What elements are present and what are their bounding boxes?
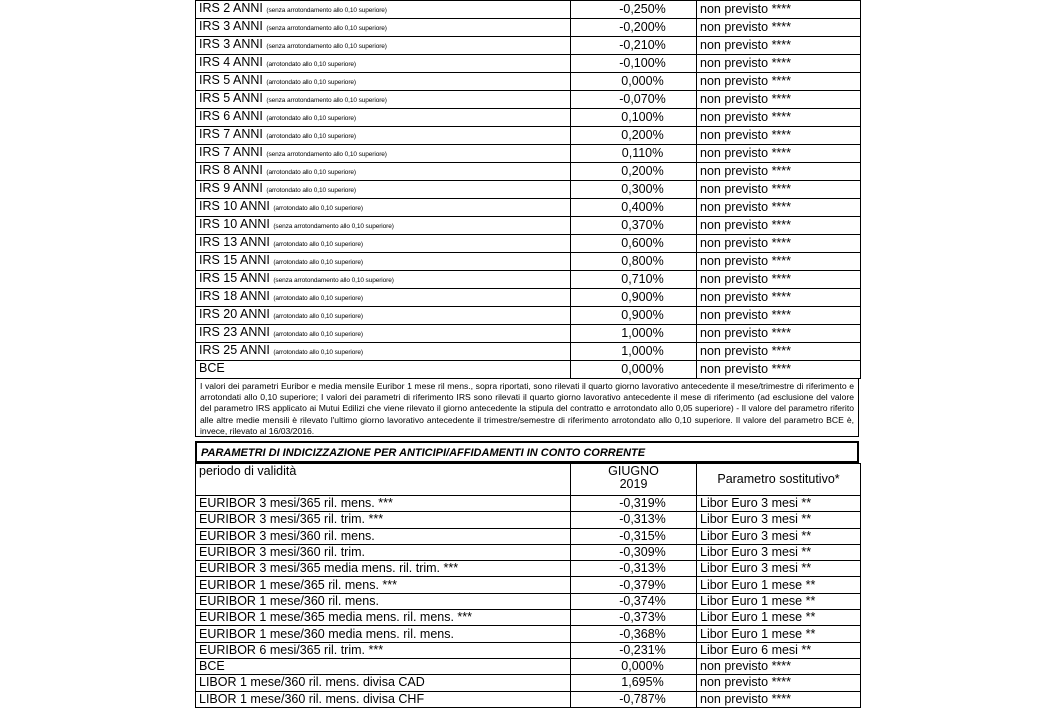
substitute-parameter: Libor Euro 1 mese ** — [697, 593, 861, 609]
rate-value: 0,110% — [621, 146, 664, 160]
rate-value: 0,900% — [621, 290, 664, 304]
parameter-name: IRS 5 ANNI — [199, 73, 263, 87]
rate-value: -0,309% — [619, 545, 666, 560]
parameter-name: IRS 15 ANNI — [199, 253, 270, 267]
table-row — [196, 91, 861, 109]
table-row — [196, 512, 861, 528]
value-cell — [571, 217, 697, 235]
parameter-name: EURIBOR 1 mese/365 ril. mens. *** — [196, 577, 571, 593]
value-cell — [571, 642, 697, 658]
value-cell — [571, 127, 697, 145]
rate-value: -0,313% — [619, 561, 666, 576]
substitute-parameter: non previsto **** — [697, 73, 861, 91]
rate-value: 0,200% — [621, 128, 664, 142]
parameter-cell — [196, 1, 571, 19]
parameter-name: IRS 23 ANNI — [199, 325, 270, 339]
table-row — [196, 55, 861, 73]
parameter-cell — [196, 307, 571, 325]
parameter-cell — [196, 235, 571, 253]
rounding-note: (arrotondato allo 0,10 superiore) — [273, 241, 363, 248]
parameter-name: IRS 6 ANNI — [199, 109, 263, 123]
substitute-parameter: non previsto **** — [697, 181, 861, 199]
substitute-parameter: non previsto **** — [697, 675, 861, 691]
substitute-parameter: non previsto **** — [697, 19, 861, 37]
rate-value: 1,000% — [621, 326, 664, 340]
value-cell — [571, 37, 697, 55]
parameter-name: IRS 18 ANNI — [199, 289, 270, 303]
parameter-cell — [196, 361, 571, 379]
rate-value: -0,379% — [619, 577, 666, 592]
value-cell — [571, 73, 697, 91]
substitute-parameter: non previsto **** — [697, 253, 861, 271]
table-row — [196, 642, 861, 658]
parameter-name: BCE — [199, 361, 225, 375]
rate-value: -0,374% — [619, 593, 666, 608]
parameter-name: IRS 13 ANNI — [199, 235, 270, 249]
rounding-note: (arrotondato allo 0,10 superiore) — [273, 349, 363, 356]
rounding-note: (senza arrotondamento allo 0,10 superiore) — [266, 97, 387, 104]
parameter-name: IRS 7 ANNI — [199, 145, 263, 159]
parameter-name: IRS 4 ANNI — [199, 55, 263, 69]
rate-value: 0,300% — [621, 182, 664, 196]
table-row — [196, 109, 861, 127]
rounding-note: (arrotondato allo 0,10 superiore) — [266, 61, 356, 68]
rounding-note: (arrotondato allo 0,10 superiore) — [273, 313, 363, 320]
rate-value: -0,373% — [619, 610, 666, 625]
substitute-header: Parametro sostitutivo* — [697, 464, 861, 496]
substitute-parameter: Libor Euro 3 mesi ** — [697, 528, 861, 544]
substitute-parameter: non previsto **** — [697, 325, 861, 343]
parameter-name: EURIBOR 6 mesi/365 ril. trim. *** — [196, 642, 571, 658]
rate-value: 0,400% — [621, 200, 664, 214]
substitute-parameter: Libor Euro 1 mese ** — [697, 626, 861, 642]
rounding-note: (arrotondato allo 0,10 superiore) — [266, 169, 356, 176]
parameter-cell — [196, 73, 571, 91]
parameter-name: IRS 2 ANNI — [199, 1, 263, 15]
rate-value: -0,100% — [619, 56, 666, 70]
parameter-name: IRS 25 ANNI — [199, 343, 270, 357]
parameter-cell — [196, 163, 571, 181]
rate-value: 0,800% — [621, 254, 664, 268]
substitute-parameter: Libor Euro 3 mesi ** — [697, 544, 861, 560]
value-cell — [571, 658, 697, 674]
substitute-parameter: non previsto **** — [697, 217, 861, 235]
value-cell — [571, 544, 697, 560]
parameter-name: IRS 15 ANNI — [199, 271, 270, 285]
value-cell — [571, 1, 697, 19]
substitute-parameter: Libor Euro 3 mesi ** — [697, 496, 861, 512]
value-cell — [571, 307, 697, 325]
parameter-cell — [196, 343, 571, 361]
substitute-parameter: non previsto **** — [697, 91, 861, 109]
rate-value: 0,200% — [621, 164, 664, 178]
rate-value: 0,000% — [621, 659, 664, 674]
table-row — [196, 325, 861, 343]
parameter-name: LIBOR 1 mese/360 ril. mens. divisa CAD — [196, 675, 571, 691]
value-cell — [571, 496, 697, 512]
rate-value: 1,000% — [621, 344, 664, 358]
table-row — [196, 217, 861, 235]
rate-value: -0,210% — [619, 38, 666, 52]
parameter-cell — [196, 91, 571, 109]
table-row — [196, 73, 861, 91]
value-cell — [571, 55, 697, 73]
table-row — [196, 577, 861, 593]
substitute-parameter: non previsto **** — [697, 109, 861, 127]
substitute-parameter: non previsto **** — [697, 691, 861, 707]
parameter-name: LIBOR 1 mese/360 ril. mens. divisa CHF — [196, 691, 571, 707]
rate-value: 0,710% — [621, 272, 664, 286]
substitute-parameter: Libor Euro 1 mese ** — [697, 610, 861, 626]
value-cell — [571, 691, 697, 707]
table-row — [196, 610, 861, 626]
rate-value: -0,231% — [619, 642, 666, 657]
table-row — [196, 181, 861, 199]
value-cell — [571, 528, 697, 544]
substitute-parameter: non previsto **** — [697, 1, 861, 19]
substitute-parameter: non previsto **** — [697, 235, 861, 253]
table-row — [196, 343, 861, 361]
parameter-name: IRS 3 ANNI — [199, 37, 263, 51]
rate-value: -0,200% — [619, 20, 666, 34]
table-row — [196, 163, 861, 181]
rate-value: 0,000% — [621, 74, 664, 88]
rate-value: -0,368% — [619, 626, 666, 641]
table-row — [196, 496, 861, 512]
parameter-name: EURIBOR 1 mese/360 media mens. ril. mens. — [196, 626, 571, 642]
table-row — [196, 561, 861, 577]
rounding-note: (arrotondato allo 0,10 superiore) — [273, 331, 363, 338]
month-header-line2: 2019 — [619, 477, 648, 491]
rounding-note: (senza arrotondamento allo 0,10 superiore) — [266, 43, 387, 50]
rate-value: 0,600% — [621, 236, 664, 250]
table-row — [196, 271, 861, 289]
value-cell — [571, 181, 697, 199]
cc-table — [195, 463, 861, 708]
parameter-name: IRS 9 ANNI — [199, 181, 263, 195]
rounding-note: (arrotondato allo 0,10 superiore) — [266, 115, 356, 122]
substitute-parameter: Libor Euro 3 mesi ** — [697, 512, 861, 528]
parameter-name: IRS 3 ANNI — [199, 19, 263, 33]
value-cell — [571, 593, 697, 609]
rates-document — [195, 0, 859, 708]
table-row — [196, 37, 861, 55]
month-header-line1: GIUGNO — [608, 464, 659, 478]
parameter-cell — [196, 289, 571, 307]
rounding-note: (arrotondato allo 0,10 superiore) — [273, 205, 363, 212]
parameter-name: EURIBOR 1 mese/365 media mens. ril. mens. *** — [196, 610, 571, 626]
value-cell — [571, 361, 697, 379]
table-row — [196, 253, 861, 271]
value-cell — [571, 561, 697, 577]
substitute-parameter: non previsto **** — [697, 145, 861, 163]
parameter-cell — [196, 199, 571, 217]
parameter-name: EURIBOR 3 mesi/360 ril. trim. — [196, 544, 571, 560]
table-row — [196, 361, 861, 379]
table-row — [196, 675, 861, 691]
rounding-note: (arrotondato allo 0,10 superiore) — [273, 295, 363, 302]
substitute-parameter: non previsto **** — [697, 55, 861, 73]
rate-value: -0,315% — [619, 528, 666, 543]
parameter-name: IRS 8 ANNI — [199, 163, 263, 177]
parameter-cell — [196, 127, 571, 145]
value-cell — [571, 325, 697, 343]
rate-value: 0,000% — [621, 362, 664, 376]
substitute-parameter: non previsto **** — [697, 658, 861, 674]
table-row — [196, 691, 861, 707]
parameter-name: EURIBOR 3 mesi/365 media mens. ril. trim. *** — [196, 561, 571, 577]
parameter-name: EURIBOR 3 mesi/365 ril. mens. *** — [196, 496, 571, 512]
parameter-name: BCE — [196, 658, 571, 674]
parameter-name: EURIBOR 1 mese/360 ril. mens. — [196, 593, 571, 609]
table-row — [196, 289, 861, 307]
rounding-note: (senza arrotondamento allo 0,10 superiore) — [266, 25, 387, 32]
table-row — [196, 528, 861, 544]
cc-table-body — [196, 464, 861, 708]
rounding-note: (arrotondato allo 0,10 superiore) — [273, 259, 363, 266]
substitute-parameter: Libor Euro 3 mesi ** — [697, 561, 861, 577]
substitute-parameter: non previsto **** — [697, 343, 861, 361]
substitute-parameter: non previsto **** — [697, 163, 861, 181]
rate-value: -0,787% — [619, 691, 666, 706]
table-row — [196, 235, 861, 253]
rate-value: 0,370% — [621, 218, 664, 232]
value-cell — [571, 19, 697, 37]
substitute-parameter: non previsto **** — [697, 361, 861, 379]
parameter-cell — [196, 55, 571, 73]
table-row — [196, 1, 861, 19]
cc-header-row — [196, 464, 861, 496]
rounding-note: (senza arrotondamento allo 0,10 superiore) — [266, 151, 387, 158]
parameter-name: IRS 5 ANNI — [199, 91, 263, 105]
parameter-name: EURIBOR 3 mesi/365 ril. trim. *** — [196, 512, 571, 528]
table-row — [196, 145, 861, 163]
parameter-cell — [196, 325, 571, 343]
parameter-cell — [196, 271, 571, 289]
rounding-note: (senza arrotondamento allo 0,10 superiore) — [273, 223, 394, 230]
rate-value: -0,250% — [619, 2, 666, 16]
parameter-name: EURIBOR 3 mesi/360 ril. mens. — [196, 528, 571, 544]
table-row — [196, 626, 861, 642]
rounding-note: (arrotondato allo 0,10 superiore) — [266, 187, 356, 194]
value-cell — [571, 253, 697, 271]
section-title: PARAMETRI DI INDICIZZAZIONE PER ANTICIPI/AFFIDAMENTI IN CONTO CORRENTE — [195, 441, 859, 463]
parameter-name: IRS 7 ANNI — [199, 127, 263, 141]
irs-table-body — [196, 1, 861, 379]
period-label: periodo di validità — [196, 464, 571, 496]
substitute-parameter: non previsto **** — [697, 37, 861, 55]
value-cell — [571, 289, 697, 307]
table-row — [196, 19, 861, 37]
table-row — [196, 658, 861, 674]
value-cell — [571, 626, 697, 642]
table-row — [196, 544, 861, 560]
table-row — [196, 199, 861, 217]
substitute-parameter: non previsto **** — [697, 307, 861, 325]
substitute-parameter: Libor Euro 1 mese ** — [697, 577, 861, 593]
table-row — [196, 307, 861, 325]
parameter-name: IRS 10 ANNI — [199, 217, 270, 231]
parameter-name: IRS 10 ANNI — [199, 199, 270, 213]
substitute-parameter: non previsto **** — [697, 289, 861, 307]
value-cell — [571, 577, 697, 593]
parameter-name: IRS 20 ANNI — [199, 307, 270, 321]
rounding-note: (arrotondato allo 0,10 superiore) — [266, 133, 356, 140]
value-cell — [571, 199, 697, 217]
value-cell — [571, 343, 697, 361]
parameter-cell — [196, 181, 571, 199]
footnote-text: I valori dei parametri Euribor e media mensile Euribor 1 mese ril mens., sopra riportati, sono rilevati il quarto giorno lavorativo antecedente il mese/trimestre di riferimento e arrotondati allo 0,10 superiore; I valori dei parametri di riferimento IRS sono rilevati il quarto giorno lavorativo antecedente il mese di riferimento (ad esclusione del valore del parametro IRS applicato ai Mutui Edilizi che viene rilevato il giorno antecedente la stipula del contratto e arrotondato allo 0,05 superiore) - Il valore del parametro riferito alle altre medie mensili è rilevato l'ultimo giorno lavorativo antecedente il trimestre/semestre di riferimento arrotondato allo 0,10 superiore. Il valore del parametro BCE è, invece, rilevato al 16/03/2016. — [195, 379, 859, 437]
parameter-cell — [196, 253, 571, 271]
value-cell — [571, 675, 697, 691]
value-cell — [571, 109, 697, 127]
rate-value: 0,100% — [621, 110, 664, 124]
parameter-cell — [196, 145, 571, 163]
rounding-note: (arrotondato allo 0,10 superiore) — [266, 79, 356, 86]
substitute-parameter: non previsto **** — [697, 271, 861, 289]
value-cell — [571, 91, 697, 109]
value-cell — [571, 163, 697, 181]
rate-value: 1,695% — [621, 675, 664, 690]
month-header — [571, 464, 697, 496]
parameter-cell — [196, 37, 571, 55]
rounding-note: (senza arrotondamento allo 0,10 superiore) — [266, 7, 387, 14]
rate-value: -0,070% — [619, 92, 666, 106]
value-cell — [571, 271, 697, 289]
rate-value: -0,313% — [619, 512, 666, 527]
table-row — [196, 593, 861, 609]
rounding-note: (senza arrotondamento allo 0,10 superiore) — [273, 277, 394, 284]
parameter-cell — [196, 109, 571, 127]
table-row — [196, 127, 861, 145]
parameter-cell — [196, 217, 571, 235]
value-cell — [571, 235, 697, 253]
parameter-cell — [196, 19, 571, 37]
value-cell — [571, 512, 697, 528]
substitute-parameter: non previsto **** — [697, 199, 861, 217]
value-cell — [571, 145, 697, 163]
substitute-parameter: Libor Euro 6 mesi ** — [697, 642, 861, 658]
rate-value: -0,319% — [619, 496, 666, 511]
rate-value: 0,900% — [621, 308, 664, 322]
value-cell — [571, 610, 697, 626]
irs-table — [195, 0, 861, 379]
substitute-parameter: non previsto **** — [697, 127, 861, 145]
